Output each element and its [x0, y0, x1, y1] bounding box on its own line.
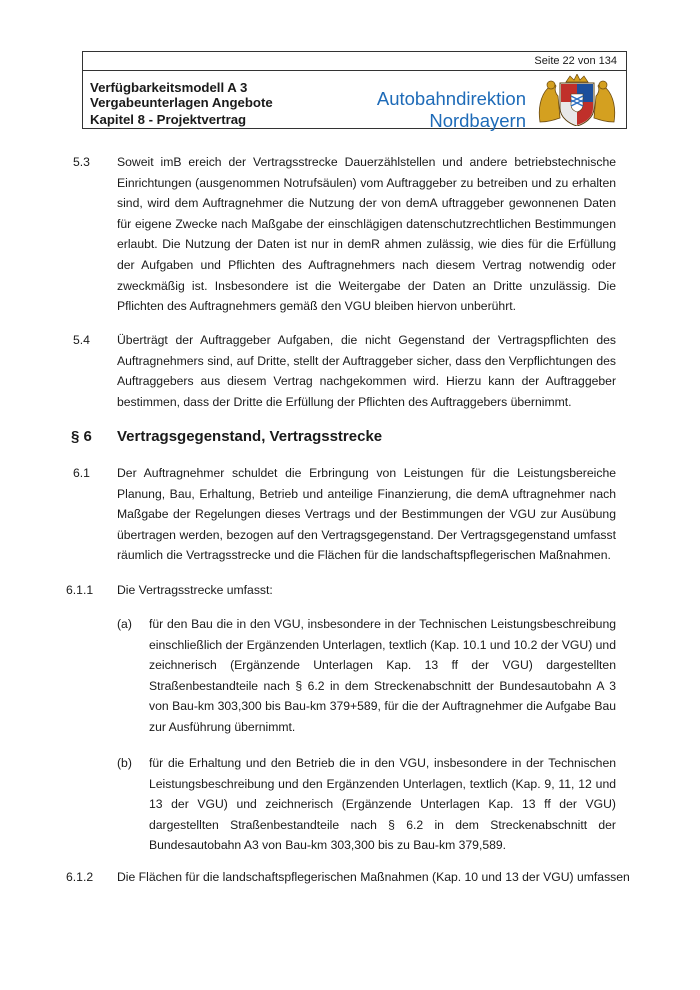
section-text: Die Vertragsstrecke umfasst:: [117, 583, 273, 597]
page-header: [82, 51, 627, 129]
section-number: 6.1.1: [66, 583, 94, 597]
list-item-text: für die Erhaltung und den Betrieb die in den VGU, insbesondere in der Technischen Leistungsbeschreibung und den Ergänzenden Unterlagen, textlich (Kap. 9, 11, 12 und 13 der VGU) und zeichnerisch (Ergänzende Unterlagen Kap. 13 ff der VGU) dargestellten Straßenbestandteile nach § 6.2 in dem Streckenabschnitt der Bundesautobahn A3 von Bau-km 303,300 bis zu Bau-km 379,589.: [149, 756, 616, 853]
section-number: 6.1: [73, 466, 90, 480]
section-text: Überträgt der Auftraggeber Aufgaben, die nicht Gegenstand der Vertragspflichten des Auftragnehmers sind, auf Dritte, stellt der Auftraggeber sicher, dass den Verpflichtungen des Auftraggebers aus diesem Vertrag nachgekommen wird. Hierzu kann der Auftraggeber bestimmen, dass der Dritte die Erfüllung der Pflichten des Auftraggebers übernimmt.: [117, 333, 616, 409]
brand-name: [377, 88, 526, 132]
chapter-number: § 6: [71, 428, 92, 445]
brand-line-1: Autobahndirektion: [376, 88, 526, 109]
document-title-line-3: Kapitel 8 - Projektvertrag: [90, 112, 247, 127]
section-text: Soweit imB ereich der Vertragsstrecke Dauerzählstellen und andere betriebstechnische Einrichtungen (ausgenommen Notrufsäulen) vom Auftraggeber zu betreiben und zu erhalten sind, wird dem Auftragnehmer die Nutzung der von demA uftraggeber gewonnenen Daten für eigene Zwecke nach Maßgabe der einschlägigen datenschutzrechtlichen Bestimmungen erlaubt. Die Nutzung der Daten ist nur in demR ahmen zulässig, wie dies für die Erfüllung der Aufgaben und Pflichten des Auftragnehmers nach diesem Vertrag notwendig oder zweckmäßig ist. Insbesondere ist die Weitergabe der Daten an Dritte unzulässig. Die Pflichten des Auftragnehmers gemäß den VGU bleiben hiervon unberührt.: [117, 155, 616, 314]
document-title-line-2: Vergabeunterlagen Angebote: [90, 95, 273, 110]
document-title-block: [90, 80, 273, 127]
bavarian-coat-of-arms-icon: [534, 74, 620, 126]
section-text: Die Flächen für die landschaftspflegerischen Maßnahmen (Kap. 10 und 13 der VGU) umfassen: [117, 870, 630, 884]
section-number: 6.1.2: [66, 870, 94, 884]
list-item-label: (a): [117, 617, 132, 631]
document-title-line-1: Verfügbarkeitsmodell A 3: [90, 80, 248, 95]
list-item-label: (b): [117, 756, 132, 770]
brand-line-2: Nordbayern: [429, 110, 526, 131]
section-number: 5.4: [73, 333, 90, 347]
section-number: 5.3: [73, 155, 90, 169]
chapter-title: Vertragsgegenstand, Vertragsstrecke: [117, 428, 383, 445]
list-item-text: für den Bau die in den VGU, insbesondere in der Technischen Leistungsbeschreibung einschließlich der Ergänzenden Unterlagen, textlich (Kap. 10.1 und 10.2 der VGU) und zeichnerisch (Ergänzende Unterlagen Kap. 13 ff der VGU) dargestellten Straßenbestandteile nach § 6.2 in dem Streckenabschnitt der Bundesautobahn A 3 von Bau-km 303,300 bis Bau-km 379+589, für die der Auftragnehmer die Aufgabe Bau zur Ausführung übernimmt.: [149, 617, 616, 734]
section-text: Der Auftragnehmer schuldet die Erbringung von Leistungen für die Leistungsbereiche Planung, Bau, Erhaltung, Betrieb und anteilige Finanzierung, die demA uftragnehmer nach Maßgabe der Regelungen dieses Vertrags und der Bestimmungen der VGU zur Ausübung übertragen werden, bezogen auf den Vertragsgegenstand. Der Vertragsgegenstand umfasst räumlich die Vertragsstrecke und die Flächen für die landschaftspflegerischen Maßnahmen.: [117, 466, 616, 563]
page-number: Seite 22 von 134: [83, 52, 626, 71]
